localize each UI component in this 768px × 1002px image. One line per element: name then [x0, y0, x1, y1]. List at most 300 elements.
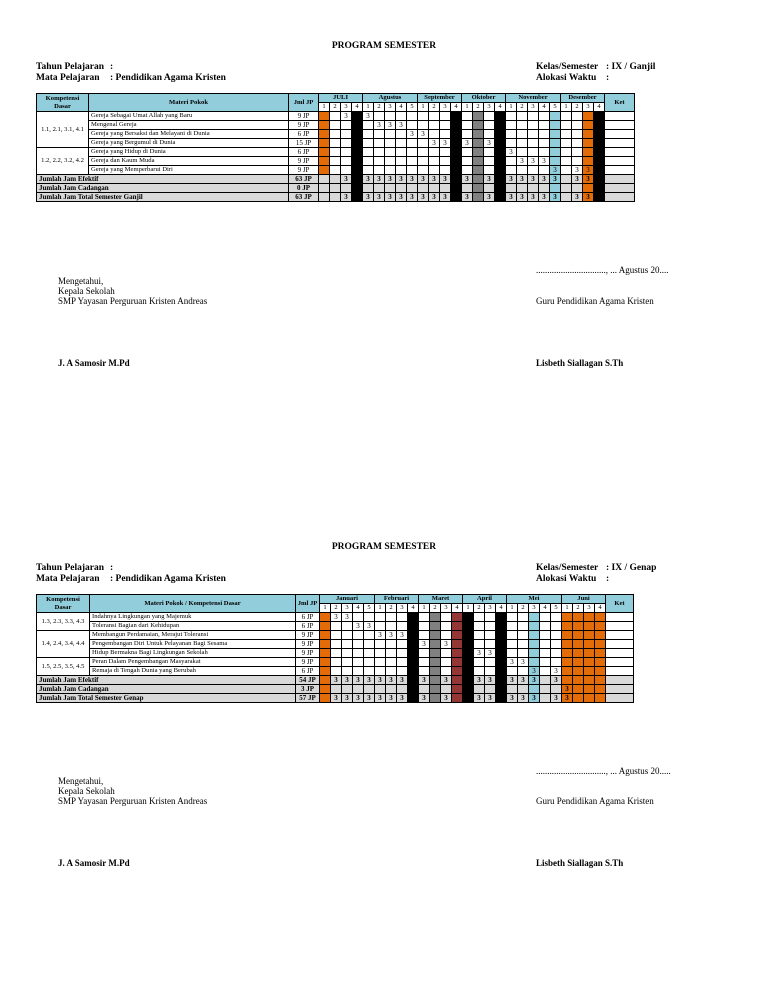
- header-week-number: 2: [517, 103, 528, 112]
- week-cell: [539, 139, 550, 148]
- week-cell: [452, 640, 463, 649]
- week-cell: [440, 157, 451, 166]
- week-cell: [485, 658, 496, 667]
- week-cell: [396, 148, 407, 157]
- total-week-cell: [342, 685, 353, 694]
- week-cell: 3: [352, 112, 363, 121]
- total-week-cell: 3: [441, 694, 452, 703]
- week-cell: 3: [385, 121, 396, 130]
- header-month: Agustus: [363, 94, 418, 103]
- table-row: [37, 121, 635, 130]
- week-cell: [386, 667, 397, 676]
- header-week-number: 1: [319, 103, 330, 112]
- week-cell: [353, 640, 364, 649]
- table-row: [37, 157, 635, 166]
- total-week-cell: [573, 694, 584, 703]
- week-cell: [342, 640, 353, 649]
- week-cell: [550, 130, 561, 139]
- header-week-number: 4: [539, 103, 550, 112]
- week-cell: [342, 631, 353, 640]
- principal-name-genap: J. A Samosir M.Pd: [58, 858, 130, 868]
- week-cell: [407, 157, 418, 166]
- total-week-cell: 3: [440, 175, 451, 184]
- jml-cell: 9 JP: [296, 649, 320, 658]
- total-week-cell: 3: [429, 175, 440, 184]
- week-cell: [485, 667, 496, 676]
- total-week-cell: 3: [562, 694, 573, 703]
- total-week-cell: 3: [341, 175, 352, 184]
- table-row: [37, 649, 634, 658]
- total-week-cell: [473, 193, 484, 202]
- header-week-number: 1: [419, 604, 430, 613]
- week-cell: [375, 667, 386, 676]
- week-cell: [374, 139, 385, 148]
- total-week-cell: 3: [440, 193, 451, 202]
- header-week-number: 3: [397, 604, 408, 613]
- total-week-cell: 3: [418, 193, 429, 202]
- week-cell: [396, 166, 407, 175]
- total-week-cell: [330, 175, 341, 184]
- week-cell: [507, 649, 518, 658]
- materi-cell: Remaja di Tengah Dunia yang Berubah: [90, 667, 296, 676]
- week-cell: [429, 121, 440, 130]
- total-week-cell: [594, 175, 605, 184]
- week-cell: [451, 130, 462, 139]
- kelas-semester-genap: Kelas/Semester : IX / Genap: [536, 563, 657, 573]
- week-cell: [430, 640, 441, 649]
- week-cell: [330, 148, 341, 157]
- header-week-number: 4: [396, 103, 407, 112]
- header-week-number: 5: [550, 103, 561, 112]
- mengetahui-label-ganjil: Mengetahui,: [58, 276, 104, 286]
- week-cell: 3: [551, 667, 562, 676]
- table-row: [37, 148, 635, 157]
- header-week-number: 2: [430, 604, 441, 613]
- week-cell: [407, 112, 418, 121]
- total-row: [37, 685, 634, 694]
- week-cell: 3: [485, 649, 496, 658]
- week-cell: [550, 148, 561, 157]
- header-month: Februari: [375, 595, 419, 604]
- week-cell: [364, 667, 375, 676]
- week-cell: [507, 667, 518, 676]
- total-week-cell: 3: [528, 193, 539, 202]
- total-week-cell: 3: [551, 676, 562, 685]
- week-cell: [418, 148, 429, 157]
- week-cell: [561, 112, 572, 121]
- total-week-cell: 3: [374, 193, 385, 202]
- week-cell: 3: [429, 139, 440, 148]
- total-week-cell: 3: [495, 193, 506, 202]
- week-cell: [506, 121, 517, 130]
- week-cell: [330, 112, 341, 121]
- total-week-cell: [595, 685, 606, 694]
- week-cell: [451, 166, 462, 175]
- total-week-cell: [594, 193, 605, 202]
- total-week-cell: 3: [517, 175, 528, 184]
- week-cell: [551, 631, 562, 640]
- kd-cell: 1.4, 2.4, 3.4, 4.4: [37, 631, 90, 658]
- jml-cell: 9 JP: [289, 121, 319, 130]
- week-cell: [319, 112, 330, 121]
- week-cell: [594, 166, 605, 175]
- week-cell: [573, 640, 584, 649]
- week-cell: [583, 148, 594, 157]
- week-cell: [430, 649, 441, 658]
- ket-cell: [605, 184, 635, 193]
- week-cell: [572, 130, 583, 139]
- total-week-cell: [320, 676, 331, 685]
- week-cell: [452, 622, 463, 631]
- week-cell: [397, 658, 408, 667]
- week-cell: [408, 631, 419, 640]
- header-week-number: 1: [507, 604, 518, 613]
- week-cell: [540, 622, 551, 631]
- header-week-number: 2: [473, 103, 484, 112]
- week-cell: [518, 649, 529, 658]
- total-week-cell: [507, 685, 518, 694]
- week-cell: [562, 667, 573, 676]
- mata-pelajaran-ganjil: Mata Pelajaran : Pendidikan Agama Kristen: [36, 73, 226, 83]
- total-week-cell: 3: [419, 676, 430, 685]
- total-week-cell: 3: [539, 175, 550, 184]
- week-cell: [583, 139, 594, 148]
- total-week-cell: 3: [506, 175, 517, 184]
- week-cell: [572, 148, 583, 157]
- header-week-number: 3: [342, 604, 353, 613]
- week-cell: 3: [495, 148, 506, 157]
- week-cell: [561, 130, 572, 139]
- total-week-cell: 3: [374, 175, 385, 184]
- total-week-cell: 3: [342, 676, 353, 685]
- total-week-cell: [353, 685, 364, 694]
- alokasi-waktu-genap: Alokasi Waktu :: [536, 574, 610, 584]
- week-cell: 3: [474, 649, 485, 658]
- total-week-cell: 3: [407, 175, 418, 184]
- header-week-number: 4: [352, 103, 363, 112]
- week-cell: [430, 658, 441, 667]
- total-week-cell: [518, 685, 529, 694]
- week-cell: [583, 112, 594, 121]
- week-cell: [363, 157, 374, 166]
- header-week-number: 3: [341, 103, 352, 112]
- week-cell: [562, 622, 573, 631]
- header-month: November: [506, 94, 561, 103]
- week-cell: [386, 613, 397, 622]
- week-cell: 3: [517, 157, 528, 166]
- week-cell: [550, 157, 561, 166]
- total-week-cell: [484, 184, 495, 193]
- week-cell: [330, 121, 341, 130]
- week-cell: [419, 631, 430, 640]
- week-cell: [430, 667, 441, 676]
- week-cell: [451, 121, 462, 130]
- total-week-cell: [561, 193, 572, 202]
- week-cell: [319, 157, 330, 166]
- week-cell: 3: [353, 622, 364, 631]
- total-week-cell: 3: [375, 676, 386, 685]
- total-week-cell: [375, 685, 386, 694]
- total-jml: 0 JP: [289, 184, 319, 193]
- week-cell: 3: [331, 613, 342, 622]
- total-week-cell: [473, 175, 484, 184]
- week-cell: [397, 622, 408, 631]
- week-cell: [462, 112, 473, 121]
- total-week-cell: 3: [364, 694, 375, 703]
- total-week-cell: [430, 694, 441, 703]
- week-cell: [386, 640, 397, 649]
- school-name-genap: SMP Yayasan Perguruan Kristen Andreas: [58, 796, 208, 806]
- total-week-cell: [573, 676, 584, 685]
- week-cell: [441, 658, 452, 667]
- table-row: [37, 631, 634, 640]
- week-cell: [320, 622, 331, 631]
- total-week-cell: [550, 184, 561, 193]
- week-cell: 3: [451, 139, 462, 148]
- jml-cell: 6 JP: [289, 130, 319, 139]
- week-cell: [451, 148, 462, 157]
- week-cell: [496, 649, 507, 658]
- header-week-number: 1: [561, 103, 572, 112]
- total-week-cell: [506, 184, 517, 193]
- total-week-cell: 3: [562, 685, 573, 694]
- week-cell: [397, 649, 408, 658]
- ket-cell: [606, 622, 634, 631]
- week-cell: [353, 667, 364, 676]
- week-cell: [517, 121, 528, 130]
- total-week-cell: 3: [363, 175, 374, 184]
- ket-cell: [606, 631, 634, 640]
- week-cell: [540, 640, 551, 649]
- total-week-cell: 3: [529, 676, 540, 685]
- week-cell: [452, 631, 463, 640]
- week-cell: [374, 157, 385, 166]
- week-cell: [386, 622, 397, 631]
- header-week-number: 5: [407, 103, 418, 112]
- week-cell: [495, 130, 506, 139]
- ket-cell: [605, 175, 635, 184]
- total-week-cell: [496, 685, 507, 694]
- week-cell: [540, 613, 551, 622]
- week-cell: [584, 667, 595, 676]
- alokasi-waktu-ganjil: Alokasi Waktu :: [536, 73, 610, 83]
- week-cell: [396, 157, 407, 166]
- week-cell: [341, 130, 352, 139]
- week-cell: [430, 631, 441, 640]
- jml-cell: 9 JP: [289, 157, 319, 166]
- kepala-sekolah-label-ganjil: Kepala Sekolah: [58, 286, 115, 296]
- week-cell: [473, 112, 484, 121]
- total-week-cell: 3: [352, 175, 363, 184]
- jml-cell: 15 JP: [289, 139, 319, 148]
- week-cell: [474, 622, 485, 631]
- total-week-cell: [573, 685, 584, 694]
- header-week-number: 4: [594, 103, 605, 112]
- header-month: Maret: [419, 595, 463, 604]
- week-cell: [561, 166, 572, 175]
- week-cell: [496, 631, 507, 640]
- total-week-cell: 3: [506, 193, 517, 202]
- week-cell: [418, 166, 429, 175]
- week-cell: [584, 649, 595, 658]
- total-week-cell: 3: [550, 193, 561, 202]
- week-cell: [429, 148, 440, 157]
- teacher-name-ganjil: Lisbeth Siallagan S.Th: [536, 358, 624, 368]
- materi-cell: Gereja yang Hidup di Dunia: [89, 148, 289, 157]
- week-cell: [572, 112, 583, 121]
- total-label: Jumlah Jam Total Semester Genap: [37, 694, 296, 703]
- kd-cell: 1.3, 2.3, 3.3, 4.3: [37, 613, 90, 631]
- week-cell: 3: [462, 139, 473, 148]
- total-week-cell: [451, 184, 462, 193]
- week-cell: [319, 166, 330, 175]
- total-jml: 3 JP: [296, 685, 320, 694]
- week-cell: [529, 640, 540, 649]
- week-cell: [385, 130, 396, 139]
- total-week-cell: [561, 175, 572, 184]
- week-cell: [539, 130, 550, 139]
- week-cell: [341, 166, 352, 175]
- total-week-cell: 3: [485, 676, 496, 685]
- total-week-cell: [562, 676, 573, 685]
- week-cell: [374, 166, 385, 175]
- kd-cell: 1.5, 2.5, 3.5, 4.5: [37, 658, 90, 676]
- table-row: [37, 112, 635, 121]
- week-cell: [353, 649, 364, 658]
- week-cell: [573, 649, 584, 658]
- week-cell: [342, 622, 353, 631]
- ket-cell: [606, 649, 634, 658]
- week-cell: [408, 667, 419, 676]
- week-cell: [363, 148, 374, 157]
- ket-cell: [605, 193, 635, 202]
- week-cell: [364, 649, 375, 658]
- week-cell: [495, 157, 506, 166]
- header-week-number: 2: [374, 103, 385, 112]
- total-jml: 54 JP: [296, 676, 320, 685]
- total-week-cell: [528, 184, 539, 193]
- table-row: [37, 139, 635, 148]
- week-cell: [550, 112, 561, 121]
- week-cell: [496, 667, 507, 676]
- week-cell: [419, 613, 430, 622]
- total-week-cell: [407, 184, 418, 193]
- header-week-number: 2: [474, 604, 485, 613]
- schedule-table-genap: [36, 594, 634, 703]
- total-week-cell: 3: [429, 193, 440, 202]
- week-cell: [419, 649, 430, 658]
- week-cell: [419, 658, 430, 667]
- week-cell: [441, 613, 452, 622]
- week-cell: [518, 631, 529, 640]
- jml-cell: 6 JP: [296, 667, 320, 676]
- week-cell: [352, 166, 363, 175]
- week-cell: [506, 139, 517, 148]
- total-week-cell: 3: [385, 193, 396, 202]
- ket-cell: [605, 139, 635, 148]
- total-week-cell: 3: [364, 676, 375, 685]
- week-cell: [528, 121, 539, 130]
- week-cell: 3: [496, 658, 507, 667]
- week-cell: [418, 157, 429, 166]
- ket-cell: [605, 121, 635, 130]
- header-week-number: 5: [551, 604, 562, 613]
- total-row: [37, 676, 634, 685]
- total-week-cell: 3: [451, 193, 462, 202]
- header-materi-pokok: Materi Pokok: [89, 94, 289, 112]
- jml-cell: 6 JP: [289, 148, 319, 157]
- header-materi-pokok: Materi Pokok / Kompetensi Dasar: [90, 595, 296, 613]
- materi-cell: Gereja yang Bersaksi dan Melayani di Dunia: [89, 130, 289, 139]
- week-cell: [529, 613, 540, 622]
- header-month: Mei: [507, 595, 562, 604]
- week-cell: [539, 112, 550, 121]
- week-cell: [462, 166, 473, 175]
- total-week-cell: 3: [496, 694, 507, 703]
- week-cell: [595, 640, 606, 649]
- week-cell: [539, 166, 550, 175]
- header-week-number: 1: [375, 604, 386, 613]
- week-cell: [441, 631, 452, 640]
- week-cell: [540, 631, 551, 640]
- week-cell: [430, 622, 441, 631]
- total-week-cell: 3: [385, 175, 396, 184]
- total-row: [37, 175, 635, 184]
- week-cell: [518, 667, 529, 676]
- week-cell: [495, 139, 506, 148]
- week-cell: [595, 658, 606, 667]
- materi-cell: Hidup Bermakna Bagi Lingkungan Sekolah: [90, 649, 296, 658]
- week-cell: [595, 631, 606, 640]
- header-kompetensi-dasar: Kompetensi Dasar: [37, 595, 90, 613]
- week-cell: [595, 667, 606, 676]
- header-week-number: 3: [485, 604, 496, 613]
- week-cell: [440, 166, 451, 175]
- header-week-number: 2: [330, 103, 341, 112]
- week-cell: [341, 148, 352, 157]
- tahun-pelajaran-genap: Tahun Pelajaran :: [36, 563, 114, 573]
- week-cell: 3: [506, 148, 517, 157]
- week-cell: [463, 667, 474, 676]
- week-cell: [551, 613, 562, 622]
- week-cell: [374, 112, 385, 121]
- week-cell: [561, 148, 572, 157]
- total-week-cell: 3: [462, 175, 473, 184]
- week-cell: [584, 640, 595, 649]
- total-week-cell: [540, 685, 551, 694]
- week-cell: [463, 631, 474, 640]
- week-cell: [517, 166, 528, 175]
- week-cell: [353, 631, 364, 640]
- total-week-cell: 3: [462, 193, 473, 202]
- week-cell: 3: [396, 121, 407, 130]
- week-cell: [407, 166, 418, 175]
- week-cell: [353, 613, 364, 622]
- total-week-cell: [320, 694, 331, 703]
- total-week-cell: [396, 184, 407, 193]
- week-cell: [594, 148, 605, 157]
- total-week-cell: [319, 184, 330, 193]
- materi-cell: Gereja Sebagai Umat Allah yang Baru: [89, 112, 289, 121]
- week-cell: 3: [550, 166, 561, 175]
- week-cell: [462, 157, 473, 166]
- week-cell: [397, 613, 408, 622]
- ket-cell: [605, 166, 635, 175]
- materi-cell: Gereja yang Memperbarui Diri: [89, 166, 289, 175]
- week-cell: [440, 121, 451, 130]
- week-cell: [572, 121, 583, 130]
- week-cell: 3: [419, 640, 430, 649]
